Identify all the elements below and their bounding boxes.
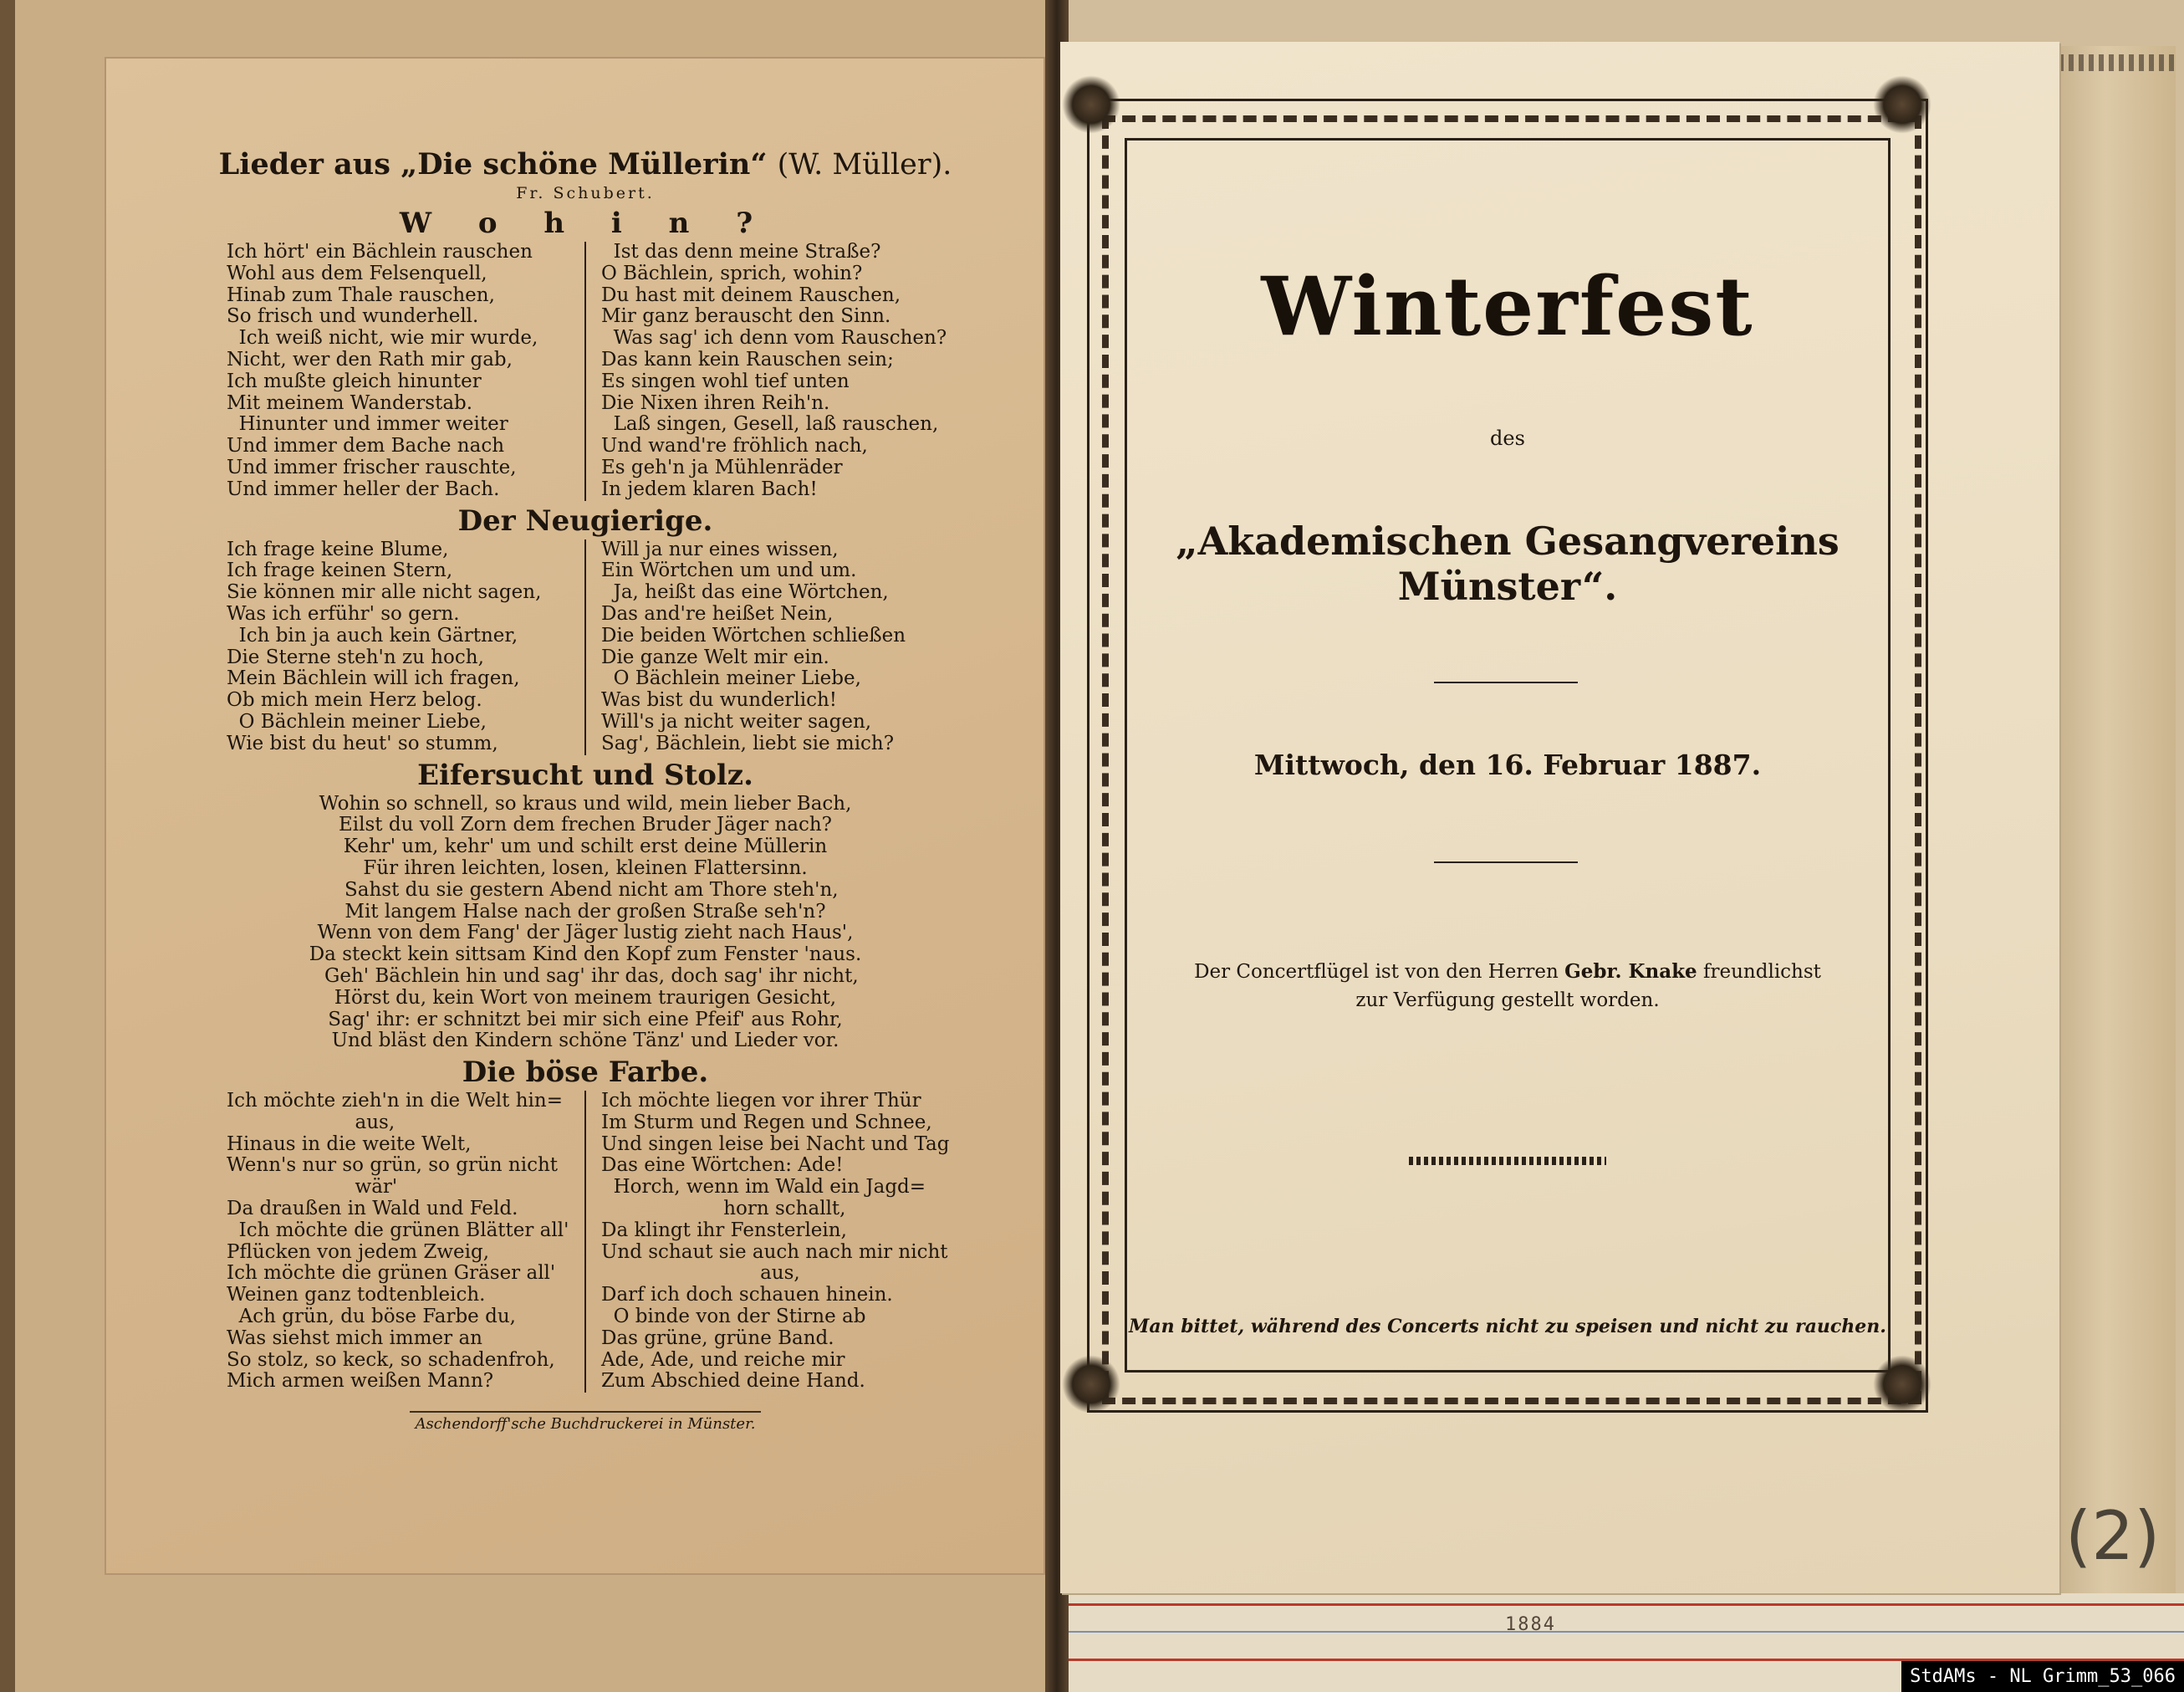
verse-line: Wohl aus dem Felsenquell, [227, 262, 487, 284]
pencil-margin-note: (2) [2065, 1497, 2161, 1575]
verse-line: Ach grün, du böse Farbe du, [227, 1306, 516, 1328]
verse-line: Ich bin ja auch kein Gärtner, [227, 624, 518, 647]
verse-line: Sahst du sie gestern Abend nicht am Thore steh'n, [332, 878, 839, 901]
verse-line: Pflücken von jedem Zweig, [227, 1240, 490, 1263]
verse-line: Was ich erführ' so gern. [227, 602, 460, 625]
verse-line: So frisch und wunderhell. [227, 305, 479, 328]
verse-line: Was siehst mich immer an [227, 1327, 482, 1349]
verse-line: Die Sterne steh'n zu hoch, [227, 646, 484, 668]
verse-line: Die beiden Wörtchen schließen [601, 624, 906, 647]
event-date: Mittwoch, den 16. Februar 1887. [1253, 749, 1762, 781]
song-verses-eifersucht [167, 794, 1003, 1053]
verse-line: Will ja nur eines wissen, [601, 538, 839, 560]
verse-line: Sag', Bächlein, liebt sie mich? [601, 732, 895, 754]
verse-line: Eilst du voll Zorn dem frechen Bruder Jäger nach? [339, 814, 832, 836]
verse-line: Wohin so schnell, so kraus und wild, mein lieber Bach, [319, 792, 852, 815]
verse-line: Horch, wenn im Wald ein Jagd= [601, 1176, 926, 1199]
short-rule [1434, 682, 1578, 683]
verse-line: Geh' Bächlein hin und sag' ihr das, doch sag' ihr nicht, [312, 964, 859, 987]
verse-line: Im Sturm und Regen und Schnee, [601, 1111, 932, 1133]
verse-line: Ist das denn meine Straße? [601, 241, 881, 263]
verse-line: Mir ganz berauscht den Sinn. [601, 305, 891, 328]
verse-line: Ade, Ade, und reiche mir [601, 1348, 845, 1371]
verse-line: Das grüne, grüne Band. [601, 1327, 834, 1349]
verse-line: Das and're heißet Nein, [601, 602, 834, 625]
verse-line: O Bächlein meiner Liebe, [227, 710, 487, 733]
verse-line: Ich weiß nicht, wie mir wurde, [227, 327, 538, 350]
song-title-boese-farbe: Die böse Farbe. [462, 1056, 709, 1090]
song-sheet-title-main: Lieder aus „Die schöne Müllerin“ [218, 147, 768, 181]
verse-line: aus, [601, 1262, 800, 1285]
verse-line: Und immer frischer rauschte, [227, 456, 517, 478]
verse-line: Ich frage keine Blume, [227, 538, 449, 560]
ledger-number: 1884 [1505, 1614, 1556, 1635]
verse-line: Da draußen in Wald und Feld. [227, 1198, 518, 1220]
verse-line: Ob mich mein Herz belog. [227, 689, 482, 712]
verse-line: Ein Wörtchen um und um. [601, 560, 857, 582]
song-sheet-title [167, 146, 1003, 183]
verse-line: Sie können mir alle nicht sagen, [227, 581, 542, 604]
verse-line: Hinaus in die weite Welt, [227, 1132, 472, 1155]
verse-line: Für ihren leichten, losen, kleinen Flattersinn. [363, 856, 808, 879]
verse-line: Ich möchte liegen vor ihrer Thür [601, 1090, 921, 1112]
verse-line: Es geh'n ja Mühlenräder [601, 456, 843, 478]
verse-line: Und immer dem Bache nach [227, 435, 505, 458]
verse-line: Was bist du wunderlich! [601, 689, 838, 712]
piano-credit [1150, 958, 1865, 1015]
underlying-page-edge [2057, 46, 2176, 1593]
verse-line: Und bläst den Kindern schöne Tänz' und Lieder vor. [331, 1030, 839, 1052]
verse-line: Hinab zum Thale rauschen, [227, 284, 495, 306]
verse-line: O Bächlein meiner Liebe, [601, 667, 861, 690]
verse-line: Laß singen, Gesell, laß rauschen, [601, 413, 939, 436]
piano-credit-line-1a: Der Concertflügel ist von den Herren [1194, 961, 1559, 983]
song-sheet-text [167, 146, 1003, 1436]
meander-border [2059, 54, 2176, 71]
verse-line: wär' [227, 1176, 398, 1199]
verse-column-left [227, 1091, 584, 1393]
verse-column-right [586, 241, 947, 501]
song-title-neugierige: Der Neugierige. [457, 504, 713, 538]
archive-signature: StdAMs - NL Grimm_53_066 [1901, 1661, 2184, 1692]
song-verses-wohin [167, 242, 1003, 501]
verse-line: Nicht, wer den Rath mir gab, [227, 348, 513, 371]
verse-line: Du hast mit deinem Rauschen, [601, 284, 901, 306]
song-sheet-author: (W. Müller). [777, 148, 952, 181]
verse-line: Weinen ganz todtenbleich. [227, 1284, 486, 1306]
printer-imprint: Aschendorff'sche Buchdruckerei in Münster. [415, 1415, 756, 1434]
verse-line: aus, [227, 1111, 395, 1133]
verse-line: Mich armen weißen Mann? [227, 1370, 494, 1393]
song-title-wohin: W o h i n ? [399, 207, 772, 240]
verse-line: Wenn's nur so grün, so grün nicht [227, 1154, 559, 1177]
verse-column-left [227, 539, 584, 755]
blue-ledger-line [1069, 1631, 2184, 1633]
verse-line: Zum Abschied deine Hand. [601, 1370, 865, 1393]
flower-corner-ornament [1062, 1355, 1120, 1413]
verse-line: Ich möchte die grünen Gräser all' [227, 1262, 556, 1285]
flower-corner-ornament [1062, 75, 1120, 134]
verse-line: Was sag' ich denn vom Rauschen? [601, 327, 947, 350]
verse-line: Die ganze Welt mir ein. [601, 646, 829, 668]
verse-line: Darf ich doch schauen hinein. [601, 1284, 893, 1306]
verse-line: Wenn von dem Fang' der Jäger lustig zieht nach Haus', [317, 922, 854, 944]
verse-line: So stolz, so keck, so schadenfroh, [227, 1348, 555, 1371]
verse-line: Und singen leise bei Nacht und Tag [601, 1132, 950, 1155]
verse-line: Ich möchte zieh'n in die Welt hin= [227, 1090, 563, 1112]
verse-line: In jedem klaren Bach! [601, 478, 818, 500]
event-des: des [1490, 427, 1525, 450]
verse-line: Kehr' um, kehr' um und schilt erst deine Müllerin [343, 836, 828, 858]
verse-line: Hinunter und immer weiter [227, 413, 508, 436]
composer: Fr. Schubert. [516, 184, 655, 202]
verse-line: Sag' ihr: er schnitzt bei mir sich eine Pfeif' aus Rohr, [328, 1008, 843, 1030]
verse-line: Mit langem Halse nach der großen Straße seh'n? [344, 900, 826, 923]
verse-line: Will's ja nicht weiter sagen, [601, 710, 872, 733]
verse-line: Es singen wohl tief unten [601, 370, 850, 392]
wavy-rule [1409, 1157, 1606, 1165]
short-rule [1434, 861, 1578, 863]
verse-column-left [227, 242, 584, 501]
verse-line: Ich mußte gleich hinunter [227, 370, 482, 392]
song-title-eifersucht: Eifersucht und Stolz. [417, 758, 753, 792]
verse-line: Die Nixen ihren Reih'n. [601, 391, 830, 414]
program-card-text [1125, 138, 1891, 1367]
no-eating-notice: Man bittet, während des Concerts nicht zu speisen und nicht zu rauchen. [1129, 1316, 1886, 1337]
verse-line: horn schallt, [601, 1198, 846, 1220]
verse-line: Das kann kein Rauschen sein; [601, 348, 894, 371]
verse-line: Das eine Wörtchen: Ade! [601, 1154, 844, 1177]
verse-line: Und immer heller der Bach. [227, 478, 500, 500]
verse-line: Ich hört' ein Bächlein rauschen [227, 241, 533, 263]
piano-maker: Gebr. Knake [1564, 960, 1697, 983]
verse-line: Da steckt kein sittsam Kind den Kopf zum Fenster 'naus. [309, 943, 862, 966]
verse-column-right [586, 1090, 950, 1393]
piano-credit-line-1b: freundlichst [1703, 961, 1821, 983]
verse-line: Ich frage keinen Stern, [227, 560, 453, 582]
verse-line: Wie bist du heut' so stumm, [227, 732, 498, 754]
verse-line: Hörst du, kein Wort von meinem traurigen Gesicht, [334, 986, 837, 1009]
verse-line: Da klingt ihr Fensterlein, [601, 1219, 847, 1241]
song-verses-boese-farbe [167, 1091, 1003, 1393]
song-verses-neugierige [167, 539, 1003, 755]
verse-line: Und wand're fröhlich nach, [601, 435, 868, 458]
flower-corner-ornament [1873, 75, 1931, 134]
event-title: Winterfest [1261, 259, 1754, 354]
piano-credit-line-2: zur Verfügung gestellt worden. [1355, 989, 1660, 1011]
verse-line: O Bächlein, sprich, wohin? [601, 262, 863, 284]
red-ledger-line [1069, 1603, 2184, 1606]
verse-line: Und schaut sie auch nach mir nicht [601, 1240, 948, 1263]
verse-line: Ja, heißt das eine Wörtchen, [601, 581, 889, 604]
verse-line: Mit meinem Wanderstab. [227, 391, 473, 414]
verse-line: O binde von der Stirne ab [601, 1306, 866, 1328]
verse-column-right [586, 539, 944, 755]
verse-line: Ich möchte die grünen Blätter all' [227, 1219, 569, 1241]
society-name: „Akademischen Gesangvereins Münster“. [1176, 519, 1840, 609]
verse-line: Mein Bächlein will ich fragen, [227, 667, 520, 690]
